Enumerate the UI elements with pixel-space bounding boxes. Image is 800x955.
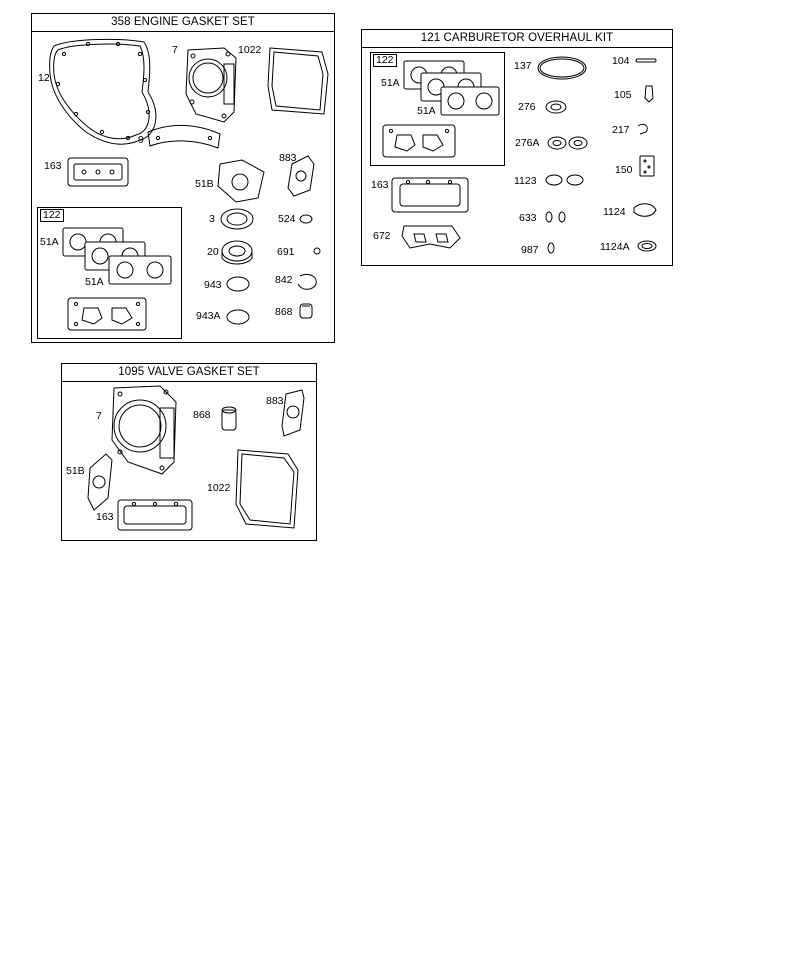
label-276: 276 bbox=[518, 101, 536, 113]
label-524: 524 bbox=[278, 213, 296, 225]
engine-subkit-drawing bbox=[38, 208, 181, 338]
head-gasket-part-7 bbox=[186, 48, 236, 122]
carb-gasket-bottom bbox=[383, 125, 455, 157]
seal-part-20 bbox=[222, 241, 252, 264]
label-9: 9 bbox=[138, 134, 144, 146]
part-691 bbox=[314, 248, 320, 254]
label-943: 943 bbox=[204, 279, 222, 291]
label-943a: 943A bbox=[196, 310, 221, 322]
label-20: 20 bbox=[207, 246, 219, 258]
ring-part-633 bbox=[546, 212, 565, 222]
clip-part-842 bbox=[298, 274, 316, 289]
curved-gasket-part-9 bbox=[148, 125, 220, 148]
label-7: 7 bbox=[172, 44, 178, 56]
carburetor-subkit-122 bbox=[370, 52, 505, 166]
head-gasket-part-7 bbox=[112, 386, 176, 474]
washer-part-276 bbox=[546, 101, 566, 113]
label-104: 104 bbox=[612, 55, 630, 67]
label-163: 163 bbox=[96, 511, 114, 523]
pin-part-104 bbox=[636, 59, 656, 62]
label-883: 883 bbox=[266, 395, 284, 407]
seal-part-3 bbox=[221, 209, 253, 229]
crankcase-gasket-part-12 bbox=[50, 39, 156, 144]
ring-part-1123 bbox=[546, 175, 583, 185]
label-868: 868 bbox=[275, 306, 293, 318]
o-ring-part-943 bbox=[227, 277, 249, 291]
label-672: 672 bbox=[373, 230, 391, 242]
label-1124: 1124 bbox=[603, 206, 626, 218]
part-987 bbox=[548, 243, 554, 253]
carb-gasket-bottom bbox=[68, 298, 146, 330]
ring-part-524 bbox=[300, 215, 312, 223]
bowl-gasket-inner bbox=[540, 59, 584, 77]
gasket-part-883 bbox=[282, 390, 304, 436]
label-150: 150 bbox=[615, 164, 633, 176]
label-842: 842 bbox=[275, 274, 293, 286]
label-1022: 1022 bbox=[238, 44, 262, 56]
gasket-part-672 bbox=[402, 226, 460, 248]
label-163: 163 bbox=[44, 160, 62, 172]
ring-part-1124a bbox=[638, 241, 656, 251]
label-51b: 51B bbox=[195, 178, 214, 190]
valve-cover-gasket-part-1022 bbox=[268, 48, 328, 114]
label-987: 987 bbox=[521, 244, 539, 256]
label-691: 691 bbox=[277, 246, 295, 258]
intake-gasket-part-163 bbox=[68, 158, 128, 186]
label-51a-first: 51A bbox=[381, 77, 400, 89]
plug-part-868 bbox=[300, 304, 312, 318]
intake-gasket-part-163 bbox=[118, 500, 192, 530]
carburetor-subkit-122-tag: 122 bbox=[373, 54, 397, 67]
label-883: 883 bbox=[279, 152, 297, 164]
part-1124 bbox=[634, 204, 656, 217]
gasket-part-51b bbox=[88, 454, 112, 510]
label-51b: 51B bbox=[66, 465, 85, 477]
gasket-part-51b bbox=[218, 160, 264, 202]
label-105: 105 bbox=[614, 89, 632, 101]
carburetor-kit-title: 121 CARBURETOR OVERHAUL KIT bbox=[362, 30, 672, 48]
label-633: 633 bbox=[519, 212, 537, 224]
clip-part-217 bbox=[638, 124, 647, 134]
label-1022: 1022 bbox=[207, 482, 231, 494]
carb-gasket-51a-back bbox=[109, 256, 171, 284]
label-217: 217 bbox=[612, 124, 630, 136]
label-51a-first: 51A bbox=[40, 236, 59, 248]
label-868: 868 bbox=[193, 409, 211, 421]
label-163: 163 bbox=[371, 179, 389, 191]
engine-subkit-122-tag: 122 bbox=[40, 209, 64, 222]
label-12: 12 bbox=[38, 72, 50, 84]
engine-gasket-set-panel bbox=[31, 13, 335, 343]
label-137: 137 bbox=[514, 60, 532, 72]
label-7: 7 bbox=[96, 410, 102, 422]
label-1124a: 1124A bbox=[600, 241, 630, 253]
carburetor-subkit-drawing bbox=[371, 53, 504, 165]
intake-gasket-part-163 bbox=[392, 178, 468, 212]
carburetor-kit-panel bbox=[361, 29, 673, 266]
label-276a: 276A bbox=[515, 137, 540, 149]
bowl-gasket-part-137 bbox=[538, 57, 586, 79]
valve-gasket-set-title: 1095 VALVE GASKET SET bbox=[62, 364, 316, 382]
engine-subkit-122 bbox=[37, 207, 182, 339]
valve-cover-gasket-part-1022 bbox=[236, 450, 298, 528]
valve-gasket-set-panel bbox=[61, 363, 317, 541]
label-51a-second: 51A bbox=[85, 276, 104, 288]
label-3: 3 bbox=[209, 213, 215, 225]
carb-gasket-51a-back bbox=[441, 87, 499, 115]
label-51a-second: 51A bbox=[417, 105, 436, 117]
part-150 bbox=[640, 156, 654, 176]
washer-part-276a bbox=[548, 137, 587, 149]
needle-part-105 bbox=[645, 86, 653, 102]
o-ring-part-943a bbox=[227, 310, 249, 324]
label-1123: 1123 bbox=[514, 175, 537, 187]
engine-gasket-set-title: 358 ENGINE GASKET SET bbox=[32, 14, 334, 32]
plug-part-868 bbox=[222, 407, 236, 430]
